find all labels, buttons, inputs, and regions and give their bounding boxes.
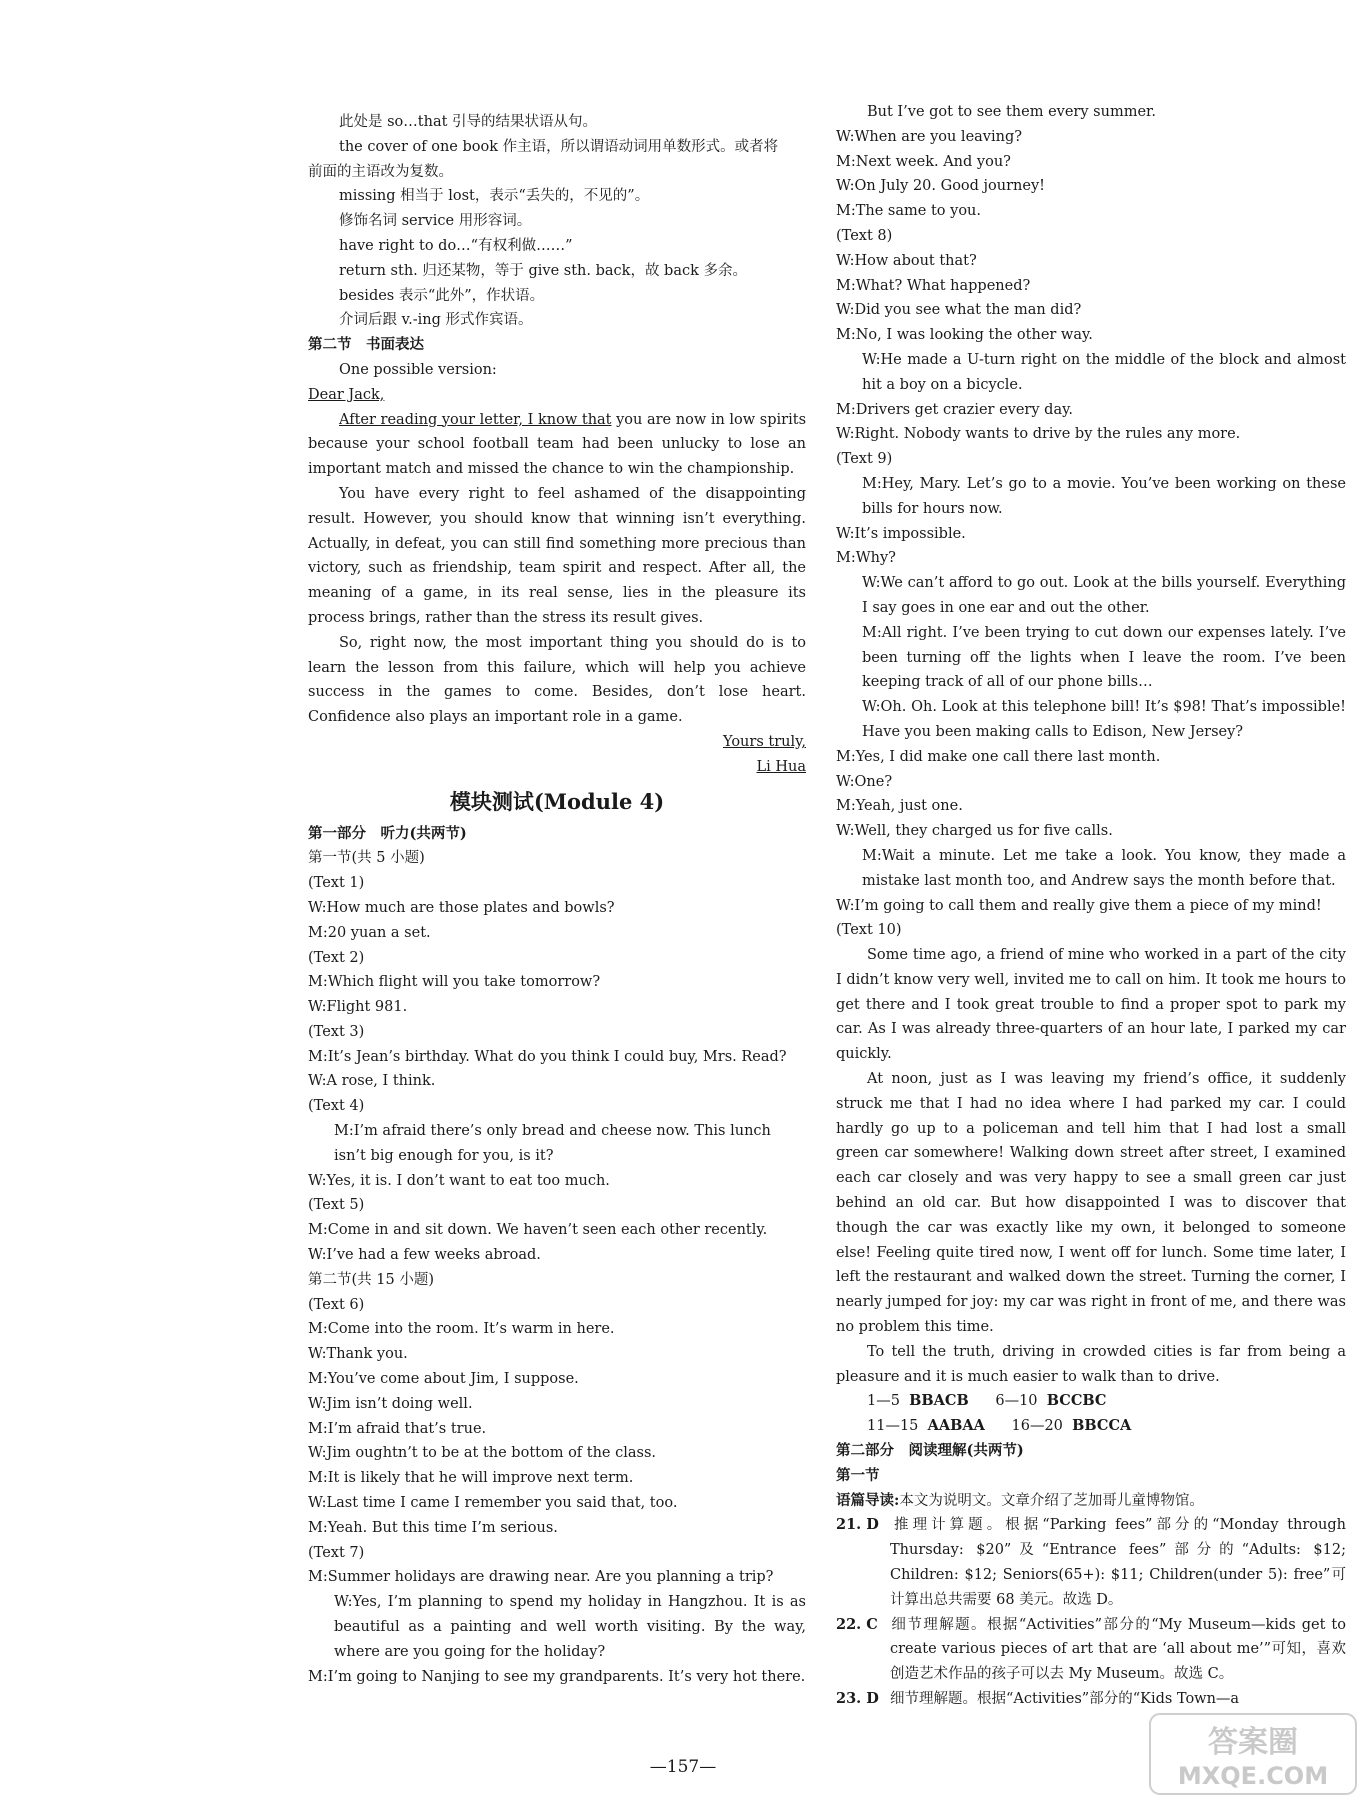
guide-label: 语篇导读: (836, 1491, 900, 1509)
story-paragraph: Some time ago, a friend of mine who worked in a part of the city I didn’t know very well, invited me to call on him. It took me hours to get there and I took great trouble to find a proper spot to park my car. As I was already three-quarters of an hour late, I parked my car quickly. (836, 947, 1346, 1063)
transcript-line: M:Yes, I did make one call there last month. (836, 748, 1161, 765)
explanation-text: 推理计算题。根据“Parking fees”部分的“Monday through Thursday: $20”及“Entrance fees”部分的“Adults: $12; Children: $12; Seniors(65+): $11; Children(under 5): free”可计算出总共需要 68 美元。故选 D。 (890, 1517, 1346, 1608)
transcript-line: W:It’s impossible. (836, 525, 966, 542)
transcript-line: But I’ve got to see them every summer. (867, 104, 1156, 120)
question-explanation (836, 1613, 1346, 1687)
answer-key: AABAA (927, 1417, 985, 1435)
transcript-line: W:Yes, I’m planning to spend my holiday in Hangzhou. It is as beautiful as a painting and well worth visiting. By the way, where are you going for the holiday? (334, 1594, 806, 1660)
transcript-line: (Text 9) (836, 451, 893, 468)
paragraph-text: you are now in low spirits because your school football team had been unlucky to lose an important match and missed the chance to win the championship. (308, 411, 807, 478)
transcript-line: W:A rose, I think. (308, 1073, 436, 1090)
transcript-line: W:One? (836, 773, 893, 790)
transcript-line: M:I’m going to Nanjing to see my grandparents. It’s very hot there. (308, 1668, 806, 1685)
question-number: 23. D (836, 1690, 879, 1707)
transcript-line: M:Drivers get crazier every day. (836, 401, 1073, 418)
transcript-line: M:All right. I’ve been trying to cut down our expenses lately. I’ve been turning off the lights when I leave the room. I’ve been keeping track of all of our phone bills… (862, 624, 1346, 691)
transcript-line: M:What? What happened? (836, 277, 1031, 294)
transcript-line: W:Flight 981. (308, 999, 408, 1016)
part-heading: 第一部分 听力(共两节) (308, 824, 467, 842)
watermark-bottom-text: MXQE.COM (1177, 1762, 1329, 1790)
transcript-line: M:No, I was looking the other way. (836, 327, 1093, 344)
underlined-phrase: After reading your letter, I know that (339, 411, 612, 428)
note-line: the cover of one book 作主语，所以谓语动词用单数形式。或者将 (339, 138, 779, 155)
transcript-line: (Text 5) (308, 1197, 365, 1214)
section-heading: 第二节 书面表达 (308, 336, 424, 354)
answer-key: BCCBC (1046, 1392, 1107, 1410)
transcript-line: W:Oh. Oh. Look at this telephone bill! It’s $98! That’s impossible! Have you been making calls to Edison, New Jersey? (862, 699, 1346, 740)
transcript-line: W:Thank you. (308, 1346, 408, 1363)
transcript-line: (Text 1) (308, 875, 365, 892)
transcript-line: W:Jim isn’t doing well. (308, 1395, 473, 1412)
question-explanation (836, 1687, 1346, 1712)
transcript-line: W:Right. Nobody wants to drive by the rules any more. (836, 426, 1241, 443)
transcript-line: (Text 6) (308, 1296, 365, 1313)
note-line: missing 相当于 lost，表示“丢失的，不见的”。 (339, 188, 650, 205)
transcript-line: M:Wait a minute. Let me take a look. You know, they made a mistake last month too, and Andrew says the month before that. (862, 847, 1346, 889)
transcript-line: M:Which flight will you take tomorrow? (308, 974, 601, 991)
section-heading: 第一节 (836, 1466, 880, 1484)
section-heading: 第二节(共 15 小题) (308, 1271, 434, 1288)
note-line: 前面的主语改为复数。 (308, 163, 453, 180)
letter-closing: Yours truly, (723, 733, 806, 750)
transcript-line: W:I’ve had a few weeks abroad. (308, 1247, 541, 1264)
letter-paragraph: So, right now, the most important thing you should do is to learn the lesson from this failure, which will help you achieve success in the games to come. Besides, don’t lose heart. Confidence also plays an important role in a game. (308, 634, 806, 726)
transcript-line: W:Jim oughtn’t to be at the bottom of the class. (308, 1445, 657, 1462)
transcript-line: M:Yeah, just one. (836, 798, 963, 815)
answer-row (836, 1389, 1346, 1414)
guide-text: 本文为说明文。文章介绍了芝加哥儿童博物馆。 (899, 1492, 1204, 1509)
transcript-line: (Text 4) (308, 1098, 365, 1115)
transcript-line: M:You’ve come about Jim, I suppose. (308, 1371, 579, 1388)
note-line: besides 表示“此外”，作状语。 (339, 287, 545, 304)
answer-range: 6—10 (995, 1393, 1038, 1410)
note-line: 介词后跟 v.-ing 形式作宾语。 (339, 312, 533, 329)
transcript-line: M:Hey, Mary. Let’s go to a movie. You’ve been working on these bills for hours now. (862, 475, 1346, 517)
transcript-line: W:He made a U-turn right on the middle of the block and almost hit a boy on a bicycle. (862, 351, 1346, 393)
transcript-line: M:Summer holidays are drawing near. Are you planning a trip? (308, 1569, 774, 1586)
answer-key: BBACB (909, 1392, 969, 1410)
transcript-line: W:We can’t afford to go out. Look at the bills yourself. Everything I say goes in one ear and out the other. (862, 575, 1346, 616)
transcript-line: M:The same to you. (836, 203, 981, 220)
part-heading: 第二部分 阅读理解(共两节) (836, 1442, 1024, 1460)
transcript-line: M:Next week. And you? (836, 153, 1011, 170)
transcript-line: W:Last time I came I remember you said that, too. (308, 1495, 678, 1512)
right-column (836, 100, 1346, 1712)
explanation-text: 细节理解题。根据“Activities”部分的“Kids Town—a (890, 1691, 1240, 1707)
transcript-line: W:How about that? (836, 252, 977, 269)
question-number: 22. C (836, 1615, 878, 1633)
module-title: 模块测试(Module 4) (449, 788, 665, 814)
reading-guide (836, 1489, 1346, 1514)
note-line: 修饰名词 service 用形容词。 (339, 213, 532, 230)
transcript-line: M:I’m afraid that’s true. (308, 1420, 487, 1437)
answer-range: 1—5 (867, 1393, 900, 1410)
transcript-line: M:It is likely that he will improve next term. (308, 1470, 634, 1487)
transcript-line: M:Come into the room. It’s warm in here. (308, 1321, 615, 1338)
transcript-line: W:On July 20. Good journey! (836, 178, 1045, 195)
answer-range: 16—20 (1011, 1418, 1063, 1435)
transcript-line: W:When are you leaving? (836, 128, 1023, 145)
question-explanation (836, 1513, 1346, 1612)
letter-paragraph: You have every right to feel ashamed of the disappointing result. However, you should know that winning isn’t everything. Actually, in defeat, you can still find something more precious than victory, such as friendship, team spirit and respect. After all, the meaning of a game, in its real sense, lies in the pleasure its process brings, rather than the stress its result gives. (308, 485, 806, 626)
answer-row (836, 1414, 1346, 1439)
left-column (308, 110, 806, 1689)
transcript-line: M:I’m afraid there’s only bread and cheese now. This lunch isn’t big enough for you, is it? (334, 1123, 771, 1164)
section-heading: 第一节(共 5 小题) (308, 850, 425, 867)
watermark-logo (1148, 1712, 1358, 1796)
transcript-line: (Text 2) (308, 949, 365, 966)
transcript-line: W:Well, they charged us for five calls. (836, 823, 1113, 840)
transcript-line: (Text 10) (836, 922, 902, 939)
transcript-line: W:I’m going to call them and really give them a piece of my mind! (836, 897, 1322, 914)
watermark-top-text: 答案圈 (1208, 1725, 1298, 1760)
transcript-line: W:Yes, it is. I don’t want to eat too much. (308, 1172, 610, 1189)
transcript-line: M:Come in and sit down. We haven’t seen each other recently. (308, 1222, 768, 1239)
answer-key: BBCCA (1072, 1417, 1132, 1435)
transcript-line: (Text 7) (308, 1544, 365, 1561)
letter-greeting: Dear Jack, (308, 386, 385, 403)
question-number: 21. D (836, 1516, 879, 1534)
transcript-line: M:It’s Jean’s birthday. What do you think I could buy, Mrs. Read? (308, 1048, 787, 1065)
transcript-line: W:Did you see what the man did? (836, 302, 1082, 319)
transcript-line: M:20 yuan a set. (308, 924, 431, 941)
note-line: have right to do…“有权利做……” (339, 237, 573, 254)
answer-range: 11—15 (867, 1418, 919, 1435)
transcript-line: (Text 3) (308, 1023, 365, 1040)
transcript-line: (Text 8) (836, 227, 893, 244)
note-line: 此处是 so…that 引导的结果状语从句。 (339, 114, 598, 130)
transcript-line: M:Yeah. But this time I’m serious. (308, 1519, 558, 1536)
story-paragraph: At noon, just as I was leaving my friend’s office, it suddenly struck me that I had no idea where I had parked my car. I could hardly go up to a policeman and tell him that I had lost a small green car somewhere! Walking down street after street, I examined each car closely and was very happy to see a small green car just behind an old car. But how disappointed I was to discover that though the car was exactly like my own, it belonged to someone else! Feeling quite tired now, I went off for lunch. Some time later, I left the restaurant and walked down the street. Turning the corner, I nearly jumped for joy: my car was right in front of me, and there was no problem this time. (836, 1071, 1346, 1336)
letter-paragraph (308, 408, 806, 482)
version-label: One possible version: (339, 361, 497, 378)
transcript-line: W:How much are those plates and bowls? (308, 899, 615, 916)
story-paragraph: To tell the truth, driving in crowded cities is far from being a pleasure and it is much easier to walk than to drive. (836, 1343, 1346, 1385)
page-number: —157— (649, 1757, 717, 1777)
note-line: return sth. 归还某物，等于 give sth. back，故 back 多余。 (339, 262, 748, 279)
transcript-line: M:Why? (836, 550, 896, 567)
explanation-text: 细节理解题。根据“Activities”部分的“My Museum—kids get to create various pieces of art that are ‘all about me’”可知，喜欢创造艺术作品的孩子可以去 My Museum。故选 C。 (890, 1616, 1346, 1683)
letter-signature: Li Hua (756, 758, 806, 775)
